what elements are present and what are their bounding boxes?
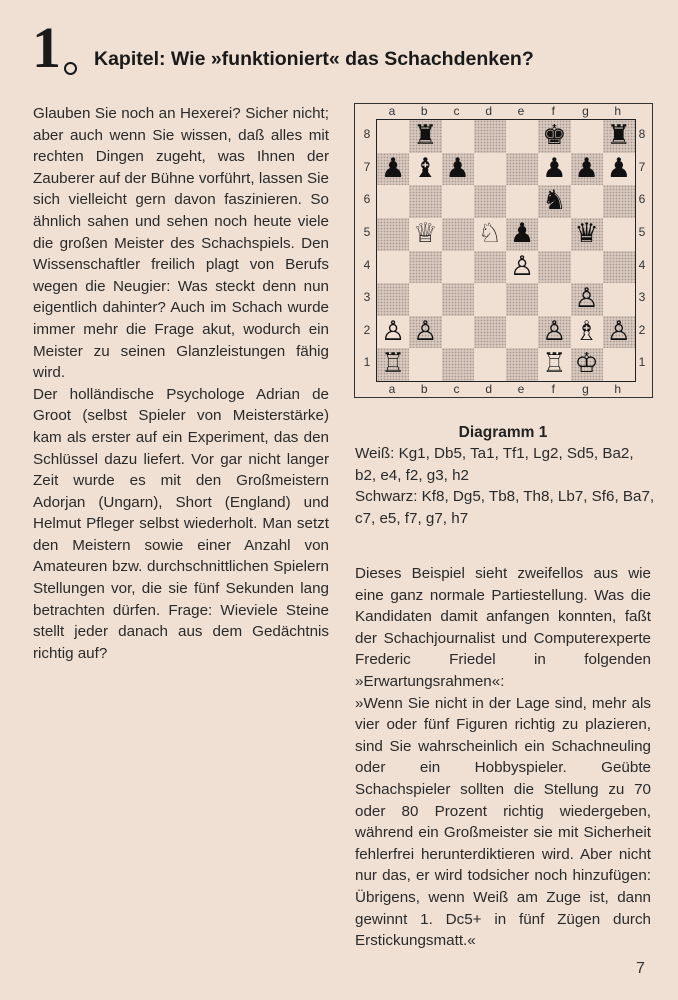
file-label-bottom: d bbox=[485, 382, 493, 396]
chapter-number: 1 bbox=[32, 15, 61, 80]
chess-piece-g3: ♙ bbox=[574, 283, 599, 315]
board-square bbox=[474, 283, 506, 316]
chess-piece-a7: ♟ bbox=[381, 152, 406, 184]
chess-piece-g7: ♟ bbox=[574, 152, 599, 184]
board-square bbox=[442, 316, 474, 349]
file-label-bottom: b bbox=[420, 382, 428, 396]
file-label-top: a bbox=[388, 104, 396, 118]
file-label-top: h bbox=[614, 104, 622, 118]
rank-label-left: 3 bbox=[363, 290, 371, 305]
board-square bbox=[474, 185, 506, 218]
chess-piece-e5: ♟ bbox=[510, 217, 535, 249]
file-label-bottom: h bbox=[614, 382, 622, 396]
chapter-title: Kapitel: Wie »funktioniert« das Schachdenken? bbox=[94, 48, 534, 70]
file-label-top: b bbox=[420, 104, 428, 118]
chess-piece-h2: ♙ bbox=[606, 315, 631, 347]
board-square bbox=[506, 283, 538, 316]
chess-piece-f2: ♙ bbox=[542, 315, 567, 347]
paragraph: Glauben Sie noch an Hexerei? Sicher nicht; aber auch wenn Sie wissen, daß alles mit rechten Dingen zugeht, was Ihnen der Zauberer auf der Bühne vorführt, lassen Sie sich vielleicht gern davon faszinieren. So ähnlich sahen und sehen noch heute viele die großen Meister des Schachspiels. Den Wissenschaftler freilich plagt von Berufs wegen die Neugier: Was steckt denn nun eigentlich dahinter? Auch im Schach wurde immer mehr die Frage akut, wodurch ein Meister zu seinen Glanzleistungen fähig wird. bbox=[33, 105, 329, 382]
rank-label-left: 5 bbox=[363, 224, 371, 239]
board-square bbox=[474, 153, 506, 186]
board-square bbox=[377, 185, 409, 218]
board-square bbox=[442, 120, 474, 153]
board-square bbox=[442, 251, 474, 284]
board-square bbox=[442, 185, 474, 218]
rank-label-left: 1 bbox=[363, 355, 371, 370]
file-label-bottom: g bbox=[582, 382, 589, 396]
chess-piece-f1: ♖ bbox=[542, 348, 567, 380]
board-square bbox=[538, 283, 570, 316]
rank-label-left: 2 bbox=[363, 322, 371, 337]
paragraph: Dieses Beispiel sieht zweifellos aus wie eine ganz normale Partiestellung. Was die Kandidaten damit anfangen konnten, faßt der Schachjournalist und Computerexperte Frederic Friedel in folgenden »Erwartungsrahmen«: bbox=[355, 565, 651, 690]
chess-board bbox=[376, 119, 636, 382]
chess-piece-e4: ♙ bbox=[510, 250, 535, 282]
rank-label-right: 3 bbox=[638, 290, 646, 305]
board-square bbox=[442, 218, 474, 251]
chapter-heading bbox=[32, 15, 652, 80]
board-square bbox=[377, 283, 409, 316]
chess-piece-b2: ♙ bbox=[413, 315, 438, 347]
page-number: 7 bbox=[636, 960, 645, 977]
board-square bbox=[377, 218, 409, 251]
board-square bbox=[603, 283, 635, 316]
board-square bbox=[571, 251, 603, 284]
file-label-bottom: e bbox=[517, 382, 525, 396]
rank-label-left: 7 bbox=[363, 159, 371, 174]
board-square bbox=[603, 251, 635, 284]
board-square bbox=[377, 251, 409, 284]
board-square bbox=[474, 251, 506, 284]
board-square bbox=[571, 120, 603, 153]
board-square bbox=[409, 251, 441, 284]
board-square bbox=[377, 120, 409, 153]
board-square bbox=[474, 316, 506, 349]
file-label-top: e bbox=[517, 104, 525, 118]
file-label-top: g bbox=[582, 104, 589, 118]
file-label-top: c bbox=[453, 104, 460, 118]
diagram-position bbox=[355, 443, 655, 529]
board-square bbox=[506, 153, 538, 186]
board-square bbox=[442, 348, 474, 381]
rank-label-left: 4 bbox=[363, 257, 371, 272]
board-square bbox=[442, 283, 474, 316]
board-square bbox=[409, 283, 441, 316]
chess-piece-h7: ♟ bbox=[606, 152, 631, 184]
chess-piece-b8: ♜ bbox=[413, 120, 438, 151]
board-square bbox=[409, 185, 441, 218]
board-square bbox=[538, 218, 570, 251]
rank-label-right: 2 bbox=[638, 322, 646, 337]
chess-piece-a1: ♖ bbox=[381, 348, 406, 380]
rank-label-right: 7 bbox=[638, 159, 646, 174]
file-label-bottom: c bbox=[453, 382, 460, 396]
chess-piece-f7: ♟ bbox=[542, 152, 567, 184]
chess-piece-d5: ♘ bbox=[477, 217, 502, 249]
rank-label-left: 6 bbox=[363, 192, 371, 207]
chess-piece-h8: ♜ bbox=[606, 120, 631, 151]
rank-label-right: 1 bbox=[638, 355, 646, 370]
board-square bbox=[603, 185, 635, 218]
board-square bbox=[506, 316, 538, 349]
board-square bbox=[538, 251, 570, 284]
diagram-caption: Diagramm 1 bbox=[458, 424, 548, 441]
board-square bbox=[603, 218, 635, 251]
paragraph: Der holländische Psychologe Adrian de Groot (selbst Spieler von Meisterstärke) kam als erster auf ein Experiment, das den Schlüssel dazu liefert. Vor gar nicht langer Zeit wurde es mit den Großmeistern Adorjan (Ungarn), Short (England) und Helmut Pfleger selbst wiederholt. Man setzt den Meistern sowie einer Anzahl von Amateuren bzw. durchschnittlichen Spielern Stellungen vor, die sie fünf Sekunden lang betrachten dürfen. Frage: Wieviele Steine stellt jeder danach aus dem Gedächtnis richtig auf? bbox=[33, 385, 329, 662]
file-label-top: d bbox=[485, 104, 493, 118]
board-square bbox=[409, 348, 441, 381]
rank-label-right: 4 bbox=[638, 257, 646, 272]
board-square bbox=[506, 120, 538, 153]
board-square bbox=[474, 120, 506, 153]
chess-piece-f8: ♚ bbox=[542, 120, 567, 151]
board-square bbox=[506, 185, 538, 218]
board-square bbox=[474, 348, 506, 381]
chess-piece-a2: ♙ bbox=[381, 315, 406, 347]
rank-label-right: 6 bbox=[638, 192, 646, 207]
chess-piece-g1: ♔ bbox=[574, 348, 599, 380]
chess-piece-f6: ♞ bbox=[542, 185, 567, 217]
chess-piece-g2: ♗ bbox=[574, 315, 599, 347]
chess-piece-c7: ♟ bbox=[445, 152, 470, 184]
black-pieces-list: Schwarz: Kf8, Dg5, Tb8, Th8, Lb7, Sf6, Ba7, c7, e5, f7, g7, h7 bbox=[355, 488, 655, 527]
board-square bbox=[571, 185, 603, 218]
rank-label-left: 8 bbox=[363, 127, 371, 141]
chess-piece-g5: ♛ bbox=[574, 217, 599, 249]
chapter-ornament-icon bbox=[64, 62, 77, 75]
paragraph: »Wenn Sie nicht in der Lage sind, mehr als vier oder fünf Figuren richtig zu plazieren, sind Sie wahrscheinlich ein Schachneuling oder ein Hobbyspieler. Geübte Schachspieler sollten die Stellung zu 70 oder 80 Prozent richtig wiedergeben, während ein Großmeister sie mit Sicherheit fehlerfrei herunterdiktieren wird. Aber nicht nur das, er wird todsicher noch hinzufügen: Übrigens, wenn Weiß am Zuge ist, dann gewinnt 1. Dc5+ in fünf Zügen durch Erstickungsmatt.« bbox=[355, 694, 651, 950]
chess-piece-b5: ♕ bbox=[413, 217, 438, 249]
file-label-bottom: a bbox=[388, 382, 396, 396]
chess-piece-b7: ♝ bbox=[413, 152, 438, 184]
board-square bbox=[603, 348, 635, 381]
right-column bbox=[355, 563, 651, 952]
board-square bbox=[506, 348, 538, 381]
rank-label-right: 8 bbox=[638, 127, 646, 141]
white-pieces-list: Weiß: Kg1, Db5, Ta1, Tf1, Lg2, Sd5, Ba2, b2, e4, f2, g3, h2 bbox=[355, 445, 634, 484]
file-label-bottom: f bbox=[551, 382, 555, 396]
file-label-top: f bbox=[551, 104, 555, 118]
rank-label-right: 5 bbox=[638, 224, 646, 239]
left-column bbox=[33, 103, 329, 664]
